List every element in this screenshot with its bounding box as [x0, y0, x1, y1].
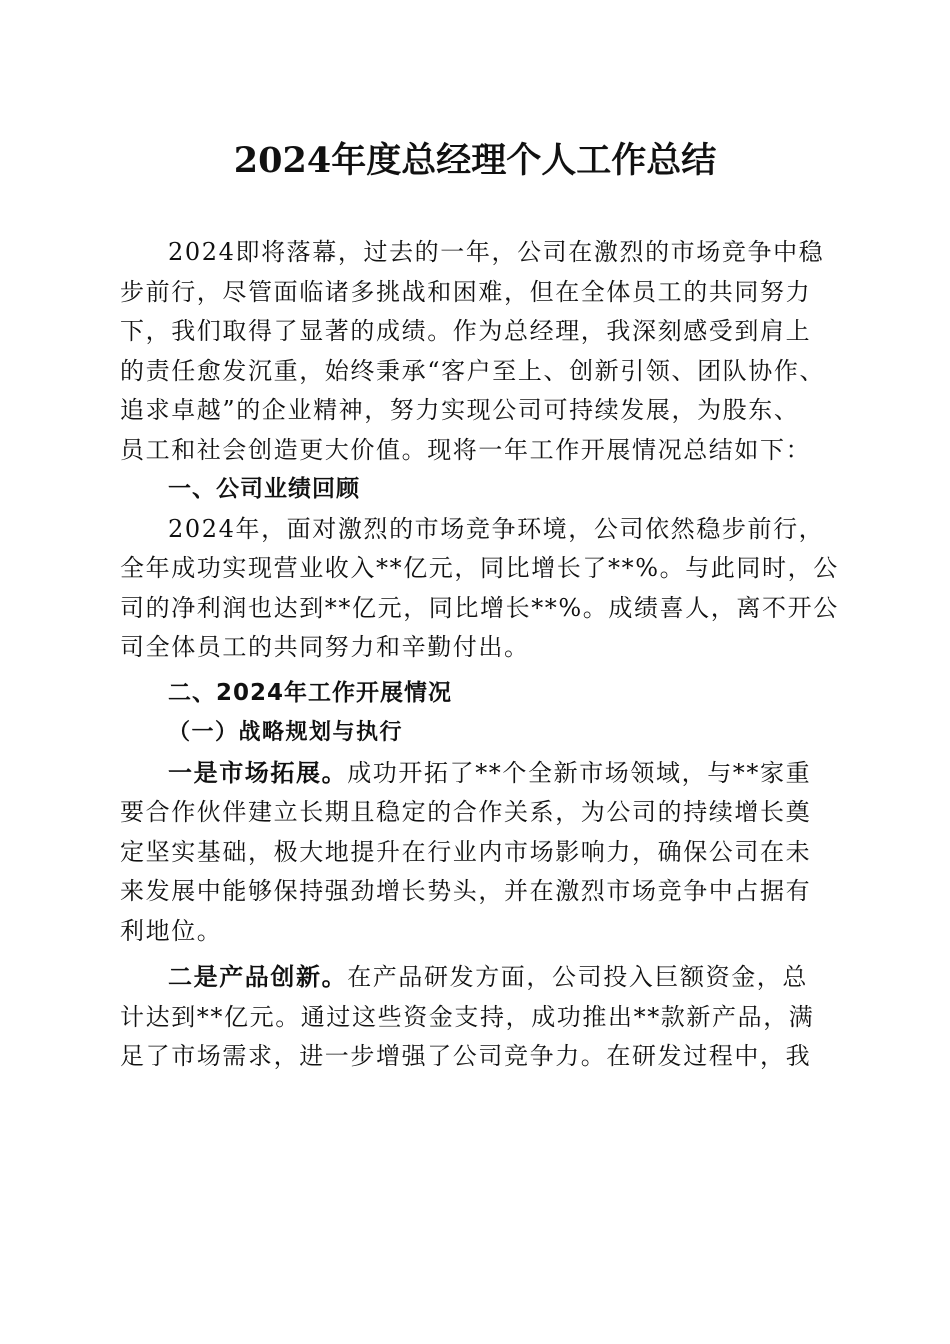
intro-line: 下，我们取得了显著的成绩。作为总经理，我深刻感受到肩上 [120, 317, 812, 345]
intro-line: 的责任愈发沉重，始终秉承“客户至上、创新引领、团队协作、 [120, 356, 826, 385]
market-first-text: 成功开拓了**个全新市场领域，与**家重 [347, 758, 812, 787]
document-body [120, 233, 839, 1077]
market-line: 来发展中能够保持强劲增长势头，并在激烈市场竞争中占据有 [120, 877, 812, 905]
intro-line: 追求卓越”的企业精神，努力实现公司可持续发展，为股东、 [120, 396, 800, 424]
product-lead: 二是产品创新。 [168, 962, 348, 991]
section-heading-performance: 一、公司业绩回顾 [168, 476, 360, 502]
intro-paragraph [120, 233, 836, 470]
performance-paragraph [120, 510, 839, 668]
product-paragraph [120, 957, 836, 1077]
section-heading-work: 二、2024年工作开展情况 [168, 679, 453, 706]
market-line: 要合作伙伴建立长期且稳定的合作关系，为公司的持续增长奠 [120, 798, 812, 826]
market-lead: 一是市场拓展。 [168, 757, 348, 787]
product-first-line [120, 957, 836, 998]
market-line: 利地位。 [120, 916, 223, 945]
intro-line: 员工和社会创造更大价值。现将一年工作开展情况总结如下： [120, 435, 812, 464]
product-line: 足了市场需求，进一步增强了公司竞争力。在研发过程中，我 [120, 1042, 812, 1070]
performance-line: 司全体员工的共同努力和辛勤付出。 [120, 633, 530, 661]
document-title: 2024年度总经理个人工作总结 [233, 140, 717, 181]
intro-line: 步前行，尽管面临诸多挑战和困难，但在全体员工的共同努力 [120, 277, 812, 306]
market-line: 定坚实基础，极大地提升在行业内市场影响力，确保公司在未 [120, 837, 812, 866]
subsection-heading-strategy: （一）战略规划与执行 [168, 719, 404, 745]
performance-line: 全年成功实现营业收入**亿元，同比增长了**%。与此同时，公 [120, 554, 839, 582]
market-first-line [120, 753, 836, 794]
product-first-text: 在产品研发方面，公司投入巨额资金，总 [347, 963, 809, 991]
product-line: 计达到**亿元。通过这些资金支持，成功推出**款新产品，满 [120, 1002, 815, 1031]
intro-line: 2024即将落幕，过去的一年，公司在激烈的市场竞争中稳 [168, 238, 825, 266]
performance-line: 司的净利润也达到**亿元，同比增长**%。成绩喜人，离不开公 [120, 593, 839, 622]
market-paragraph [120, 753, 836, 952]
performance-line: 2024年，面对激烈的市场竞争环境，公司依然稳步前行， [168, 514, 825, 543]
